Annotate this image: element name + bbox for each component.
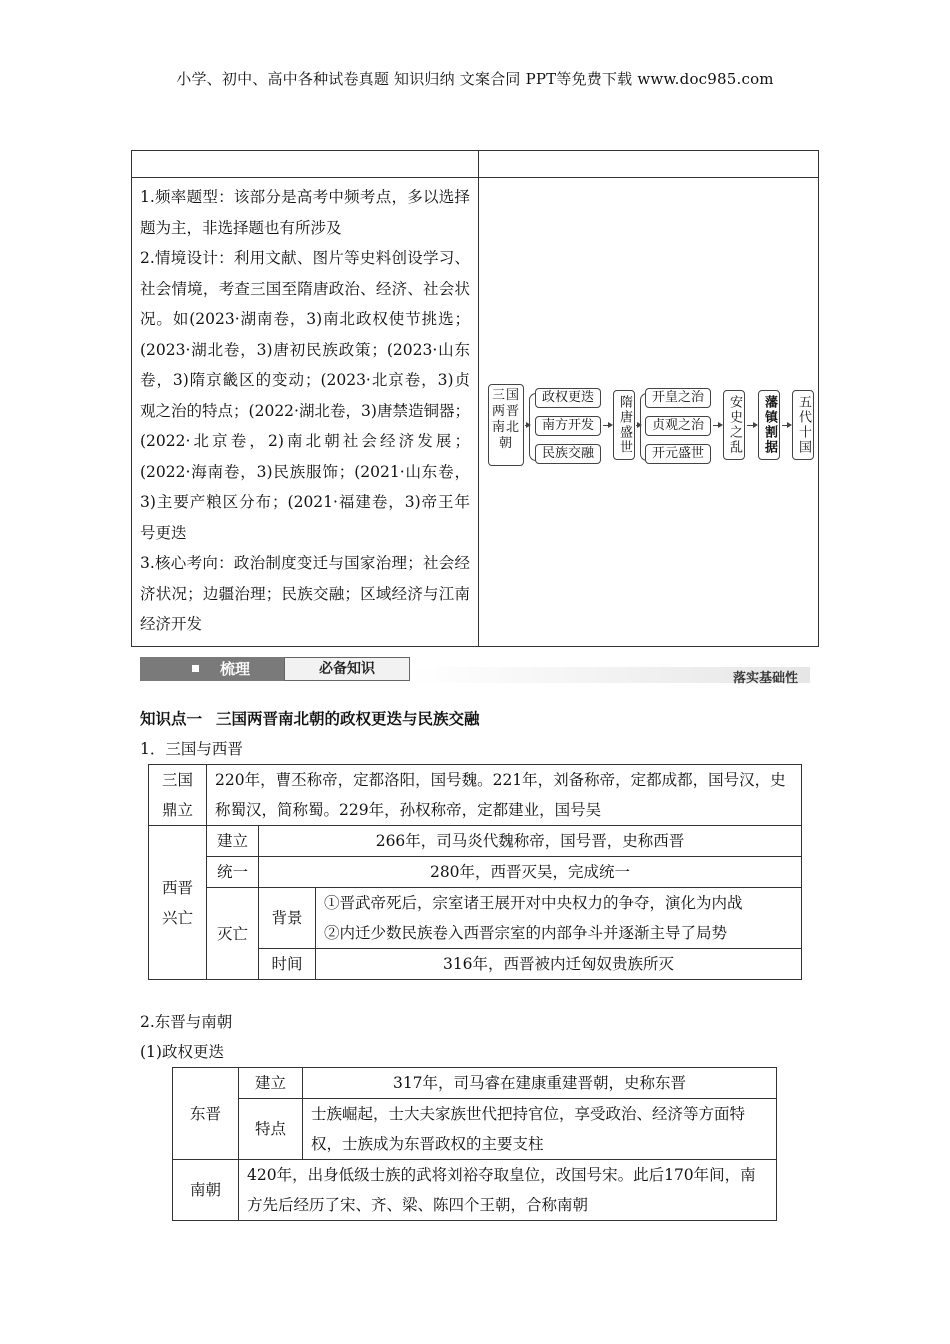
flow-group2-item-2-label: 贞观之治 bbox=[651, 418, 704, 433]
sanguo-label bbox=[149, 765, 207, 826]
overview-text-cell bbox=[132, 178, 479, 647]
miewang-label: 灭亡 bbox=[207, 888, 259, 980]
flow-group2-item-3 bbox=[645, 444, 711, 464]
shijian-text: 316年，西晋被内迁匈奴贵族所灭 bbox=[316, 949, 802, 980]
overview-paragraph-3: 3.核心考向：政治制度变迁与国家治理；社会经济状况；边疆治理；民族交融；区域经济与江南经济开发 bbox=[140, 554, 470, 633]
flow-group2-item-2 bbox=[645, 416, 711, 436]
tongyi-label: 统一 bbox=[207, 857, 259, 888]
xijin-label-text: 西晋兴亡 bbox=[161, 878, 193, 927]
flow-group1-item-2 bbox=[535, 416, 601, 436]
flow-arrow-3 bbox=[713, 425, 721, 426]
flow-group1-item-2-label: 南方开发 bbox=[541, 418, 594, 433]
part2-heading: 2.东晋与南朝 bbox=[140, 1013, 233, 1031]
part2-subheading: (1)政权更迭 bbox=[140, 1043, 224, 1061]
dongjin-tedian-label: 特点 bbox=[239, 1099, 303, 1160]
flow-group2-item-1 bbox=[645, 388, 711, 408]
beijing-text bbox=[316, 888, 802, 949]
beijing-point-2: ②内迁少数民族卷入西晋宗室的内部争斗并逐渐主导了局势 bbox=[324, 924, 728, 942]
section-bar bbox=[140, 657, 810, 685]
flow-group1-item-1-label: 政权更迭 bbox=[541, 390, 594, 405]
beijing-point-1: ①晋武帝死后，宗室诸王展开对中央权力的争夺，演化为内战 bbox=[324, 894, 743, 912]
dongjin-label: 东晋 bbox=[173, 1068, 239, 1160]
square-bullet-icon bbox=[192, 665, 199, 672]
flow-arrow-5 bbox=[782, 425, 790, 426]
tongyi-text: 280年，西晋灭吴，完成统一 bbox=[259, 857, 802, 888]
jianli-text: 266年，司马炎代魏称帝，国号晋，史称西晋 bbox=[259, 826, 802, 857]
overview-blank-right bbox=[479, 151, 819, 178]
shijian-label: 时间 bbox=[259, 949, 316, 980]
knowledge-point-title bbox=[140, 707, 480, 729]
flow-middle-box bbox=[613, 390, 635, 460]
sanguo-text: 220年，曹丕称帝，定都洛阳，国号魏。221年，刘备称帝，定都成都，国号汉，史称蜀汉，简称蜀。229年，孙权称帝，定都建业，国号吴 bbox=[207, 765, 802, 826]
overview-paragraph-2: 2.情境设计：利用文献、图片等史料创设学习、社会情境，考查三国至隋唐政治、经济、社会状况。如(2023·湖南卷，3)南北政权使节挑选；(2023·湖北卷，3)唐初民族政策；(2023·山东卷，3)隋京畿区的变动；(2023·北京卷，3)贞观之治的特点；(2022·湖北卷，3)唐禁造铜器；(2022·北京卷，2)南北朝社会经济发展；(2022·海南卷，3)民族服饰；(2021·山东卷，3)主要产粮区分布；(2021·福建卷，3)帝王年号更迭 bbox=[140, 249, 470, 542]
flow-group2-item-3-label: 开元盛世 bbox=[651, 446, 704, 461]
nanchao-label: 南朝 bbox=[173, 1160, 239, 1221]
dongjin-tedian-text: 士族崛起，士大夫家族世代把持官位，享受政治、经济等方面特权，士族成为东晋政权的主要支柱 bbox=[303, 1099, 777, 1160]
knowledge-point-text: 三国两晋南北朝的政权更迭与民族交融 bbox=[216, 710, 480, 728]
overview-paragraph-1: 1.频率题型：该部分是高考中频考点，多以选择题为主，非选择题也有所涉及 bbox=[140, 188, 470, 237]
flow-start-box bbox=[488, 384, 524, 466]
dongjin-jianli-label: 建立 bbox=[239, 1068, 303, 1099]
overview-diagram-cell bbox=[479, 178, 819, 647]
flow-node-3-label: 五代十国 bbox=[796, 395, 811, 455]
flow-group2-item-1-label: 开皇之治 bbox=[651, 390, 704, 405]
flow-node-2 bbox=[758, 390, 780, 460]
flow-group1-item-1 bbox=[535, 388, 601, 408]
sanguo-label-text: 三国鼎立 bbox=[161, 771, 193, 819]
nanchao-text: 420年，出身低级士族的武将刘裕夺取皇位，改国号宋。此后170年间，南方先后经历了宋、齐、梁、陈四个王朝，合称南朝 bbox=[239, 1160, 777, 1221]
overview-blank-left bbox=[132, 151, 479, 178]
flow-middle-label: 隋唐盛世 bbox=[617, 395, 632, 455]
section-tab-label: 梳理 bbox=[220, 660, 251, 678]
section-tagline: 落实基础性 bbox=[732, 671, 798, 686]
flow-arrow-4 bbox=[747, 425, 756, 426]
knowledge-point-label: 知识点一 bbox=[140, 710, 203, 728]
jianli-label: 建立 bbox=[207, 826, 259, 857]
history-flow-diagram bbox=[479, 178, 818, 646]
section-subtitle: 必备知识 bbox=[284, 657, 410, 681]
flow-node-3 bbox=[792, 390, 814, 460]
overview-table bbox=[131, 150, 819, 647]
flow-start-label: 三国两晋南北朝 bbox=[491, 388, 520, 451]
section-tab-dark bbox=[140, 657, 286, 681]
flow-arrow-1 bbox=[603, 425, 611, 426]
flow-node-1 bbox=[723, 390, 745, 460]
beijing-label: 背景 bbox=[259, 888, 316, 949]
flow-node-1-label: 安史之乱 bbox=[727, 395, 742, 455]
flow-group1-item-3 bbox=[535, 444, 601, 464]
eastern-jin-table bbox=[172, 1067, 777, 1221]
flow-group1-item-3-label: 民族交融 bbox=[541, 446, 594, 461]
dongjin-jianli-text: 317年，司马睿在建康重建晋朝，史称东晋 bbox=[303, 1068, 777, 1099]
flow-node-2-label: 藩镇割据 bbox=[762, 395, 777, 455]
three-kingdoms-table bbox=[148, 764, 802, 980]
xijin-label bbox=[149, 826, 207, 980]
part1-heading: 1．三国与西晋 bbox=[140, 740, 243, 758]
page-header: 小学、初中、高中各种试卷真题 知识归纳 文案合同 PPT等免费下载 www.doc985.com bbox=[176, 70, 774, 88]
